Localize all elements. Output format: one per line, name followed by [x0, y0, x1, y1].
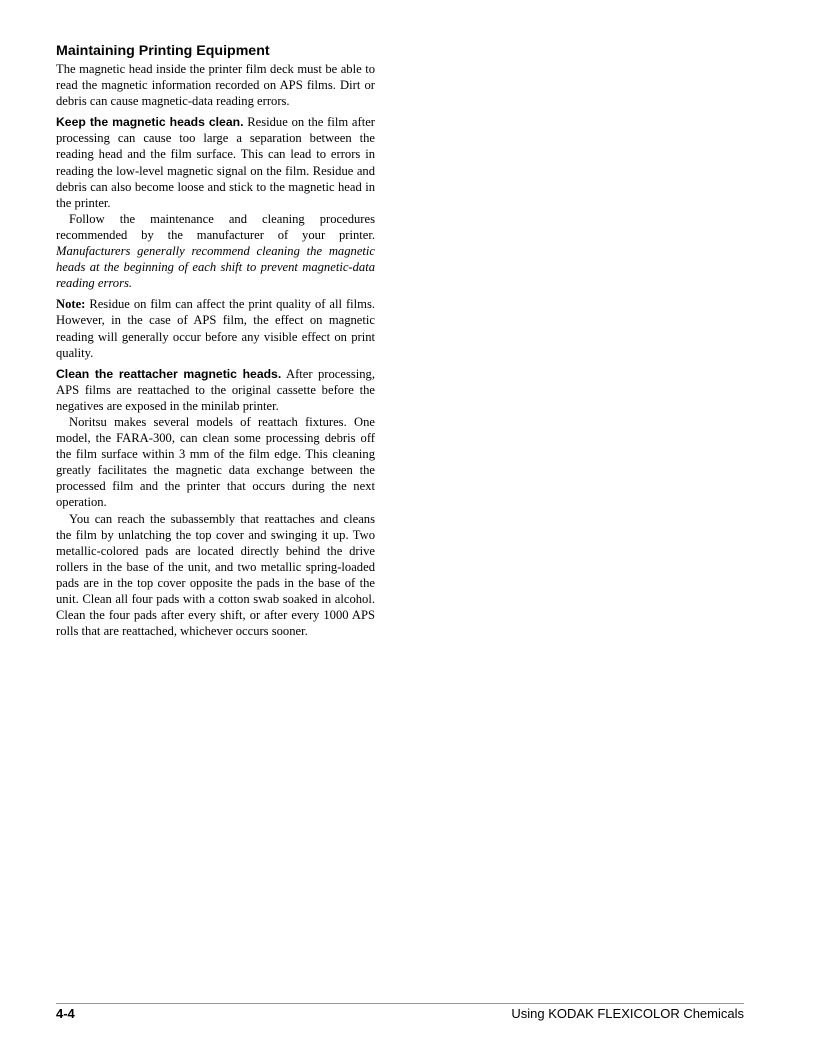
keep-clean-lead: Keep the magnetic heads clean. [56, 115, 244, 130]
reattacher-lead: Clean the reattacher magnetic heads. [56, 366, 282, 381]
keep-clean-paragraph [56, 114, 375, 211]
recommendation-text: Manufacturers generally recommend cleaning the magnetic heads at the beginning of each shift to prevent magnetic-data reading errors. [56, 244, 375, 291]
reattacher-paragraph [56, 366, 375, 414]
main-column [56, 43, 375, 639]
noritsu-paragraph: Noritsu makes several models of reattach fixtures. One model, the FARA-300, can clean some processing debris off the film surface within 3 mm of the film edge. This cleaning greatly facilitates the magnetic data exchange between the processed film and the printer that occurs during the next operation. [56, 414, 375, 510]
document-title: Using KODAK FLEXICOLOR Chemicals [511, 1006, 744, 1021]
note-paragraph [56, 296, 375, 360]
subassembly-paragraph: You can reach the subassembly that reattaches and cleans the film by unlatching the top cover and swinging it up. Two metallic-colored pads are located directly behind the drive rollers in the base of the unit, and two metallic spring-loaded pads are in the top cover opposite the pads in the base of the unit. Clean all four pads with a cotton swab soaked in alcohol. Clean the four pads after every shift, or after every 1000 APS rolls that are reattached, whichever occurs sooner. [56, 511, 375, 639]
page-number: 4-4 [56, 1006, 75, 1021]
follow-paragraph [56, 211, 375, 291]
footer-rule [56, 1003, 744, 1004]
section-heading: Maintaining Printing Equipment [56, 43, 270, 59]
follow-text: Follow the maintenance and cleaning procedures recommended by the manufacturer of your printer. [56, 211, 375, 242]
note-body: Residue on film can affect the print quality of all films. However, in the case of APS film, the effect on magnetic reading will generally occur before any visible effect on print quality. [56, 297, 375, 360]
keep-clean-body: Residue on the film after processing can cause too large a separation between the reading head and the film surface. This can lead to errors in reading the low-level magnetic signal on the film. Residue and debris can also become loose and stick to the magnetic head in the printer. [56, 115, 375, 210]
intro-paragraph: The magnetic head inside the printer film deck must be able to read the magnetic information recorded on APS films. Dirt or debris can cause magnetic-data reading errors. [56, 62, 375, 109]
reattacher-body: After processing, APS films are reattached to the original cassette before the negatives are exposed in the minilab printer. [56, 366, 375, 413]
note-label: Note: [56, 297, 86, 312]
